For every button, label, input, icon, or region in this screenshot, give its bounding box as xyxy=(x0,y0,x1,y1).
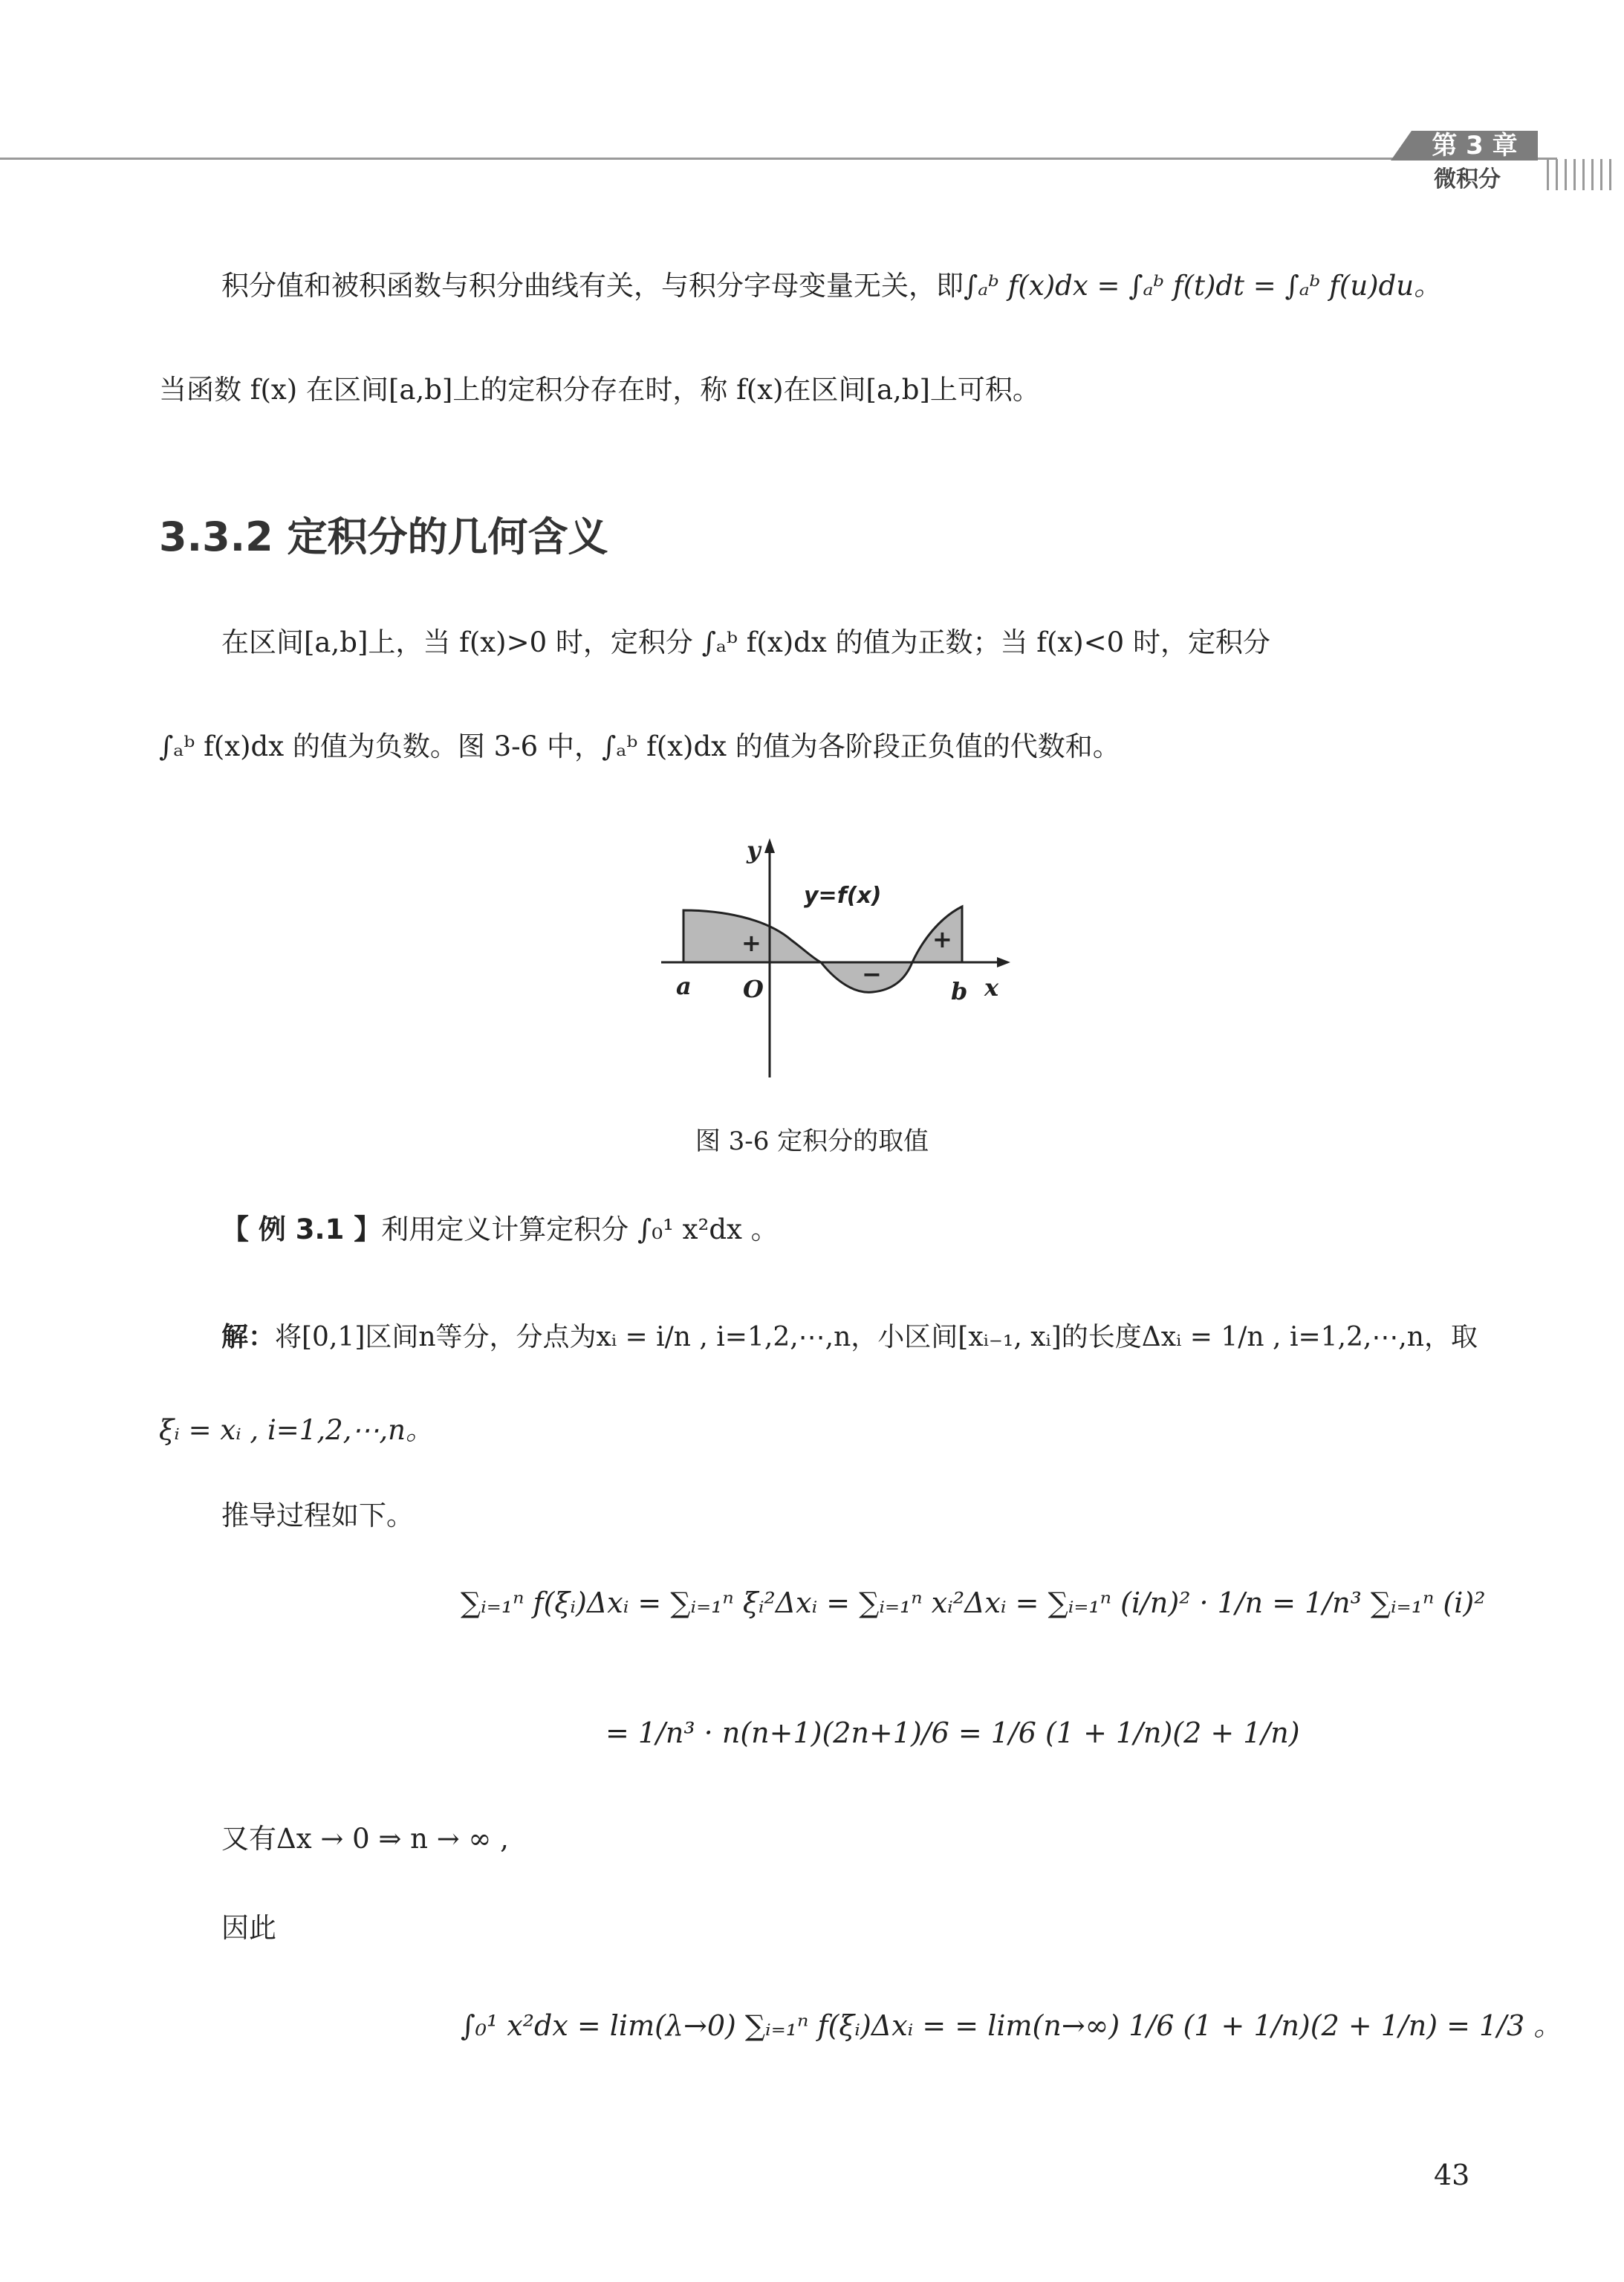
derivation-intro: 推导过程如下。 xyxy=(221,1500,414,1531)
therefore-text: 因此 xyxy=(221,1912,276,1944)
header-rule xyxy=(0,158,1557,160)
equation-2: = 1/n³ · n(n+1)(2n+1)/6 = 1/6 (1 + 1/n)(2 + 1/n) xyxy=(605,1717,1300,1749)
example-label: 【 例 3.1 】 xyxy=(221,1213,382,1245)
plus-sign-right: + xyxy=(932,925,952,953)
paragraph-1 xyxy=(221,268,1441,305)
chapter-tab-corner xyxy=(1391,131,1412,161)
figure-3-6 xyxy=(639,825,1025,1092)
paragraph-4: ∫ₐᵇ f(x)dx 的值为负数。图 3-6 中，∫ₐᵇ f(x)dx 的值为各阶段正负值的代数和。 xyxy=(159,730,1120,762)
solution-label: 解： xyxy=(221,1322,276,1352)
figure-caption: 图 3-6 定积分的取值 xyxy=(695,1127,929,1156)
minus-sign: − xyxy=(862,960,882,988)
solution-text: 将[0,1]区间n等分，分点为xᵢ = i/n , i=1,2,⋯,n，小区间[xᵢ₋₁, xᵢ]的长度Δxᵢ = 1/n , i=1,2,⋯,n，取 xyxy=(275,1322,1478,1352)
equation-1: ∑ᵢ₌₁ⁿ f(ξᵢ)Δxᵢ = ∑ᵢ₌₁ⁿ ξᵢ²Δxᵢ = ∑ᵢ₌₁ⁿ xᵢ²Δxᵢ = ∑ᵢ₌₁ⁿ (i/n)² · 1/n = 1/n³ ∑ᵢ₌₁ⁿ (i)² xyxy=(461,1586,1486,1619)
x-axis-label: x xyxy=(984,973,999,1002)
plus-sign-left: + xyxy=(741,929,761,957)
solution-continued: ξᵢ = xᵢ , i=1,2,⋯,n。 xyxy=(159,1414,433,1446)
paragraph-3: 在区间[a,b]上，当 f(x)>0 时，定积分 ∫ₐᵇ f(x)dx 的值为正数；当 f(x)<0 时，定积分 xyxy=(221,626,1270,658)
origin-label: O xyxy=(743,975,764,1003)
chapter-label: 第 3 章 xyxy=(1432,131,1518,161)
y-axis-arrow xyxy=(764,838,775,853)
paragraph-2: 当函数 f(x) 在区间[a,b]上的定积分存在时，称 f(x)在区间[a,b]上可积。 xyxy=(159,374,1040,406)
a-label: a xyxy=(676,972,692,1000)
curve-label: y=f(x) xyxy=(804,883,882,909)
page-number: 43 xyxy=(1434,2159,1470,2191)
x-axis-arrow xyxy=(997,957,1010,967)
chapter-subtitle: 微积分 xyxy=(1434,166,1501,192)
equation-3: ∫₀¹ x²dx = lim(λ→0) ∑ᵢ₌₁ⁿ f(ξᵢ)Δxᵢ = = lim(n→∞) 1/6 (1 + 1/n)(2 + 1/n) = 1/3 。 xyxy=(461,2009,1562,2042)
section-title: 3.3.2 定积分的几何含义 xyxy=(159,513,608,560)
example-3-1 xyxy=(221,1211,779,1248)
header-ticks xyxy=(1547,159,1618,193)
paragraph-1-text: 积分值和被积函数与积分曲线有关，与积分字母变量无关，即 xyxy=(221,270,964,302)
integral-equality: ∫ₐᵇ f(x)dx = ∫ₐᵇ f(t)dt = ∫ₐᵇ f(u)du。 xyxy=(964,270,1442,302)
example-text: 利用定义计算定积分 ∫₀¹ x²dx 。 xyxy=(381,1213,779,1245)
solution xyxy=(221,1319,1478,1356)
limit-statement: 又有Δx → 0 ⇒ n → ∞ , xyxy=(221,1823,509,1855)
b-label: b xyxy=(951,977,968,1005)
y-axis-label: y xyxy=(747,836,761,864)
